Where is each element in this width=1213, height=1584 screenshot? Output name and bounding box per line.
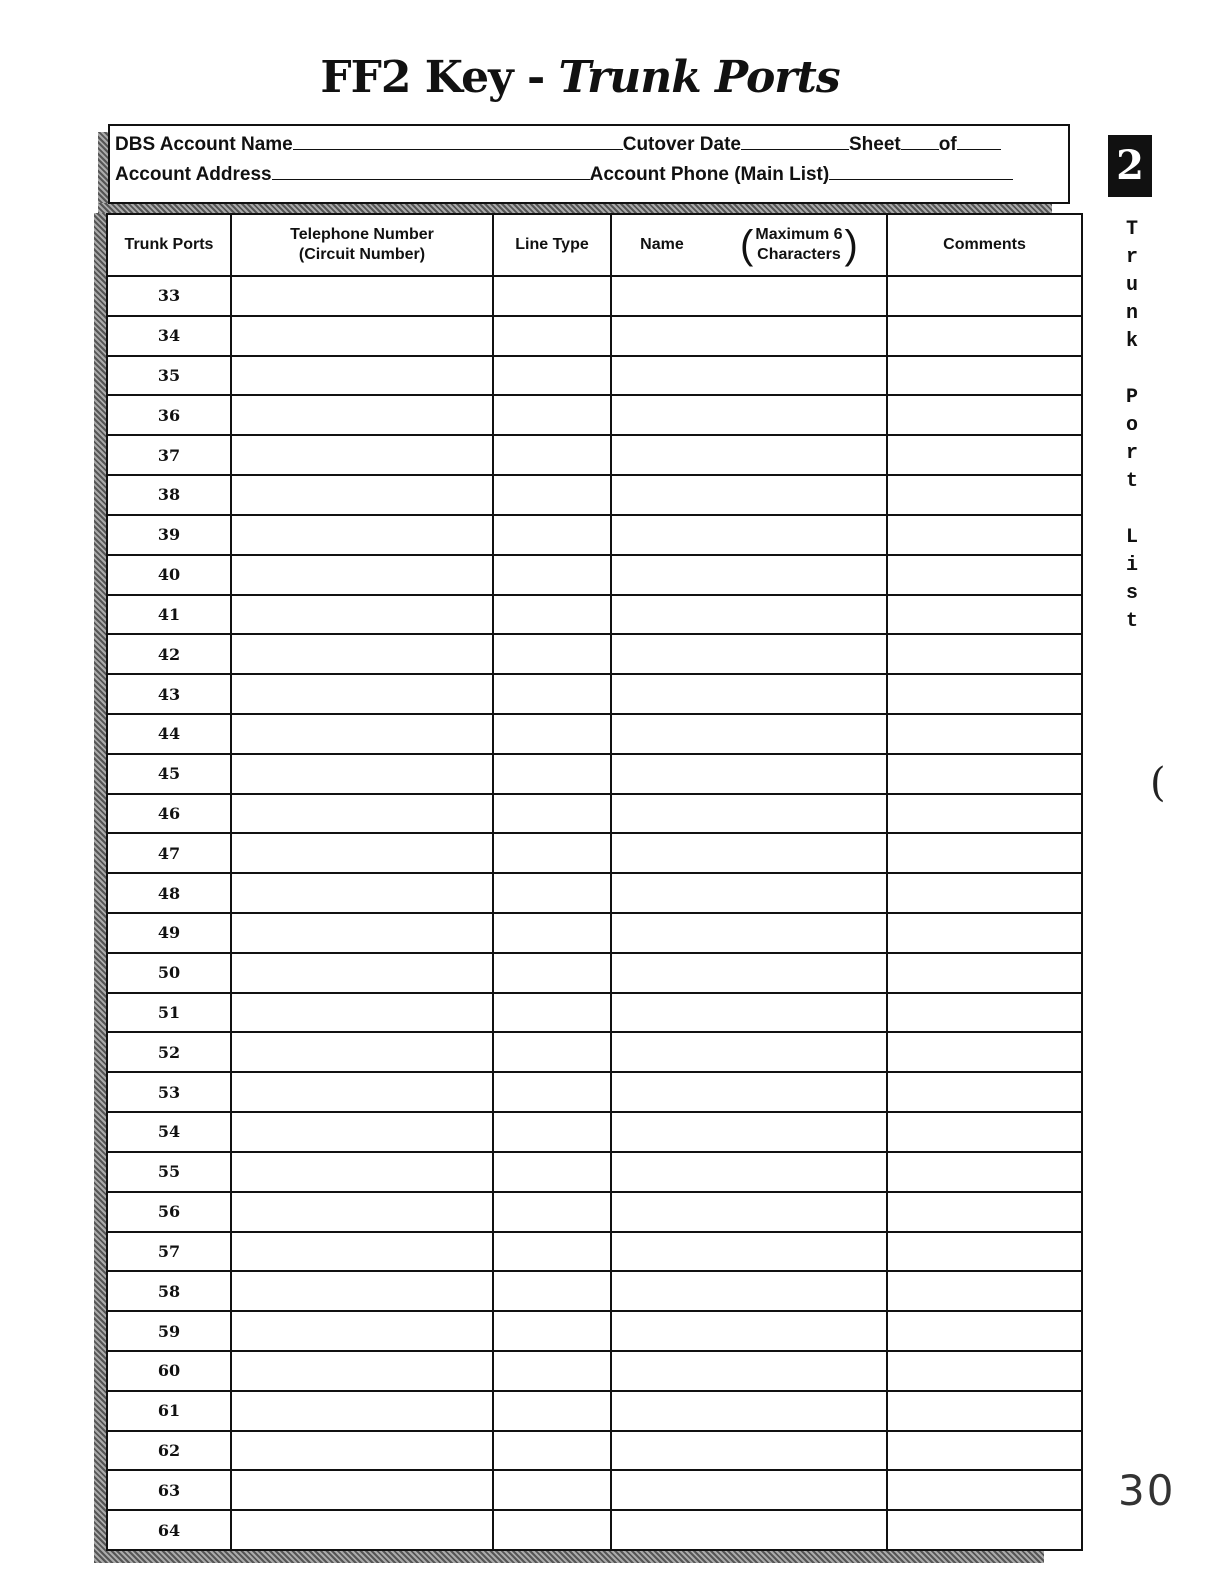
section-tab-letter: r <box>1125 442 1138 465</box>
telephone-number-cell[interactable] <box>231 1072 493 1112</box>
name-cell[interactable] <box>611 356 887 396</box>
trunk-port-number: 62 <box>107 1431 231 1471</box>
header-row-1 <box>115 134 1001 156</box>
table-shadow-bottom <box>94 1549 1044 1563</box>
section-tab-letter <box>1120 356 1144 384</box>
trunk-port-number: 48 <box>107 873 231 913</box>
comments-cell[interactable] <box>887 1271 1082 1311</box>
name-cell[interactable] <box>611 953 887 993</box>
title-part-2: Trunk Ports <box>558 52 840 103</box>
cutover-date-field[interactable] <box>741 135 849 150</box>
section-tab-label <box>1120 216 1144 636</box>
line-type-cell[interactable] <box>493 913 611 953</box>
table-row <box>107 1112 1082 1152</box>
table-row <box>107 356 1082 396</box>
margin-mark: ( <box>1150 760 1166 806</box>
section-tab-letter: r <box>1125 246 1138 269</box>
col-header-name-label: Name <box>640 236 684 253</box>
trunk-port-number: 60 <box>107 1351 231 1391</box>
col-header-line-type: Line Type <box>493 214 611 276</box>
table-row <box>107 953 1082 993</box>
cutover-date-label: Cutover Date <box>622 134 741 155</box>
trunk-ports-table <box>106 213 1083 1551</box>
name-cell[interactable] <box>611 714 887 754</box>
name-cell[interactable] <box>611 595 887 635</box>
name-cell[interactable] <box>611 435 887 475</box>
table-row <box>107 873 1082 913</box>
page-number: 30 <box>1118 1466 1176 1515</box>
table-row <box>107 674 1082 714</box>
account-header-box <box>108 124 1070 204</box>
comments-cell[interactable] <box>887 1470 1082 1510</box>
trunk-port-number: 34 <box>107 316 231 356</box>
trunk-port-number: 35 <box>107 356 231 396</box>
trunk-port-number: 59 <box>107 1311 231 1351</box>
name-cell[interactable] <box>611 833 887 873</box>
table-row <box>107 1152 1082 1192</box>
table-row <box>107 475 1082 515</box>
table-row <box>107 1470 1082 1510</box>
line-type-cell[interactable] <box>493 1431 611 1471</box>
account-name-label: DBS Account Name <box>115 134 293 155</box>
telephone-number-cell[interactable] <box>231 356 493 396</box>
table-row <box>107 1032 1082 1072</box>
col-header-trunk-ports: Trunk Ports <box>107 214 231 276</box>
line-type-cell[interactable] <box>493 1232 611 1272</box>
line-type-cell[interactable] <box>493 1271 611 1311</box>
section-tab-letter: t <box>1125 470 1138 493</box>
telephone-number-cell[interactable] <box>231 595 493 635</box>
comments-cell[interactable] <box>887 953 1082 993</box>
telephone-number-cell[interactable] <box>231 1192 493 1232</box>
name-cell[interactable] <box>611 316 887 356</box>
telephone-number-cell[interactable] <box>231 833 493 873</box>
table-row <box>107 913 1082 953</box>
line-type-cell[interactable] <box>493 1470 611 1510</box>
name-cell[interactable] <box>611 1431 887 1471</box>
col-header-telephone-line-2: (Circuit Number) <box>298 246 426 263</box>
trunk-port-number: 41 <box>107 595 231 635</box>
section-tab-letter: P <box>1125 386 1138 409</box>
name-cell[interactable] <box>611 395 887 435</box>
trunk-port-number: 52 <box>107 1032 231 1072</box>
telephone-number-cell[interactable] <box>231 395 493 435</box>
line-type-cell[interactable] <box>493 435 611 475</box>
section-tab-letter: i <box>1125 554 1138 577</box>
table-row <box>107 1351 1082 1391</box>
section-tab-letter: T <box>1125 218 1138 241</box>
name-cell[interactable] <box>611 1112 887 1152</box>
name-cell[interactable] <box>611 913 887 953</box>
line-type-cell[interactable] <box>493 1192 611 1232</box>
name-cell[interactable] <box>611 794 887 834</box>
telephone-number-cell[interactable] <box>231 1032 493 1072</box>
table-row <box>107 833 1082 873</box>
line-type-cell[interactable] <box>493 674 611 714</box>
comments-cell[interactable] <box>887 754 1082 794</box>
comments-cell[interactable] <box>887 1351 1082 1391</box>
trunk-port-number: 33 <box>107 276 231 316</box>
account-address-label: Account Address <box>115 164 272 185</box>
col-header-telephone-number <box>231 214 493 276</box>
comments-cell[interactable] <box>887 356 1082 396</box>
trunk-port-number: 46 <box>107 794 231 834</box>
table-header-row <box>107 214 1082 276</box>
table-row <box>107 634 1082 674</box>
telephone-number-cell[interactable] <box>231 794 493 834</box>
account-name-field[interactable] <box>293 135 623 150</box>
line-type-cell[interactable] <box>493 953 611 993</box>
comments-cell[interactable] <box>887 395 1082 435</box>
name-cell[interactable] <box>611 1351 887 1391</box>
sheet-field[interactable] <box>901 135 939 150</box>
table-row <box>107 595 1082 635</box>
trunk-port-number: 45 <box>107 754 231 794</box>
table-row <box>107 555 1082 595</box>
trunk-port-number: 39 <box>107 515 231 555</box>
telephone-number-cell[interactable] <box>231 714 493 754</box>
line-type-cell[interactable] <box>493 555 611 595</box>
name-cell[interactable] <box>611 515 887 555</box>
line-type-cell[interactable] <box>493 1072 611 1112</box>
line-type-cell[interactable] <box>493 515 611 555</box>
trunk-port-number: 43 <box>107 674 231 714</box>
comments-cell[interactable] <box>887 833 1082 873</box>
trunk-port-number: 54 <box>107 1112 231 1152</box>
section-tab-letter: o <box>1125 414 1138 437</box>
trunk-port-number: 55 <box>107 1152 231 1192</box>
line-type-cell[interactable] <box>493 595 611 635</box>
comments-cell[interactable] <box>887 1192 1082 1232</box>
line-type-cell[interactable] <box>493 1510 611 1550</box>
telephone-number-cell[interactable] <box>231 674 493 714</box>
account-address-field[interactable] <box>272 165 590 180</box>
telephone-number-cell[interactable] <box>231 953 493 993</box>
telephone-number-cell[interactable] <box>231 475 493 515</box>
line-type-cell[interactable] <box>493 356 611 396</box>
table-body <box>107 276 1082 1550</box>
account-phone-field[interactable] <box>829 165 1013 180</box>
comments-cell[interactable] <box>887 1072 1082 1112</box>
telephone-number-cell[interactable] <box>231 913 493 953</box>
comments-cell[interactable] <box>887 1431 1082 1471</box>
name-cell[interactable] <box>611 1032 887 1072</box>
comments-cell[interactable] <box>887 794 1082 834</box>
telephone-number-cell[interactable] <box>231 634 493 674</box>
comments-cell[interactable] <box>887 515 1082 555</box>
telephone-number-cell[interactable] <box>231 1232 493 1272</box>
line-type-cell[interactable] <box>493 1391 611 1431</box>
sheet-label: Sheet <box>848 134 901 155</box>
section-tab-letter: k <box>1125 330 1138 353</box>
of-field[interactable] <box>957 135 1001 150</box>
section-tab-letter: s <box>1125 582 1138 605</box>
comments-cell[interactable] <box>887 1152 1082 1192</box>
name-cell[interactable] <box>611 634 887 674</box>
name-cell[interactable] <box>611 1271 887 1311</box>
line-type-cell[interactable] <box>493 276 611 316</box>
trunk-port-number: 37 <box>107 435 231 475</box>
section-tab-number: 2 <box>1108 135 1152 197</box>
name-cell[interactable] <box>611 993 887 1033</box>
table-row <box>107 1510 1082 1550</box>
comments-cell[interactable] <box>887 435 1082 475</box>
telephone-number-cell[interactable] <box>231 1152 493 1192</box>
comments-cell[interactable] <box>887 555 1082 595</box>
line-type-cell[interactable] <box>493 1032 611 1072</box>
trunk-port-number: 47 <box>107 833 231 873</box>
trunk-port-number: 53 <box>107 1072 231 1112</box>
comments-cell[interactable] <box>887 1311 1082 1351</box>
section-tab-letter <box>1120 496 1144 524</box>
name-cell[interactable] <box>611 1232 887 1272</box>
table-row <box>107 794 1082 834</box>
trunk-port-number: 40 <box>107 555 231 595</box>
table-row <box>107 993 1082 1033</box>
trunk-port-number: 56 <box>107 1192 231 1232</box>
table-row <box>107 754 1082 794</box>
line-type-cell[interactable] <box>493 1112 611 1152</box>
telephone-number-cell[interactable] <box>231 1431 493 1471</box>
comments-cell[interactable] <box>887 674 1082 714</box>
trunk-port-number: 44 <box>107 714 231 754</box>
telephone-number-cell[interactable] <box>231 873 493 913</box>
trunk-port-number: 61 <box>107 1391 231 1431</box>
telephone-number-cell[interactable] <box>231 316 493 356</box>
line-type-cell[interactable] <box>493 316 611 356</box>
table-row <box>107 276 1082 316</box>
table-row <box>107 714 1082 754</box>
comments-cell[interactable] <box>887 993 1082 1033</box>
telephone-number-cell[interactable] <box>231 1391 493 1431</box>
line-type-cell[interactable] <box>493 714 611 754</box>
comments-cell[interactable] <box>887 316 1082 356</box>
trunk-port-number: 49 <box>107 913 231 953</box>
table-row <box>107 1391 1082 1431</box>
section-tab-letter: u <box>1125 274 1138 297</box>
telephone-number-cell[interactable] <box>231 555 493 595</box>
line-type-cell[interactable] <box>493 395 611 435</box>
title-part-1: FF2 Key - <box>320 52 559 103</box>
trunk-port-number: 58 <box>107 1271 231 1311</box>
name-cell[interactable] <box>611 674 887 714</box>
name-cell[interactable] <box>611 276 887 316</box>
telephone-number-cell[interactable] <box>231 1271 493 1311</box>
name-cell[interactable] <box>611 1152 887 1192</box>
line-type-cell[interactable] <box>493 1351 611 1391</box>
trunk-port-number: 63 <box>107 1470 231 1510</box>
name-cell[interactable] <box>611 1391 887 1431</box>
telephone-number-cell[interactable] <box>231 1112 493 1152</box>
comments-cell[interactable] <box>887 634 1082 674</box>
trunk-port-number: 57 <box>107 1232 231 1272</box>
line-type-cell[interactable] <box>493 833 611 873</box>
comments-cell[interactable] <box>887 1032 1082 1072</box>
table-row <box>107 1192 1082 1232</box>
table-row <box>107 515 1082 555</box>
line-type-cell[interactable] <box>493 794 611 834</box>
line-type-cell[interactable] <box>493 993 611 1033</box>
table-row <box>107 1271 1082 1311</box>
telephone-number-cell[interactable] <box>231 515 493 555</box>
telephone-number-cell[interactable] <box>231 276 493 316</box>
comments-cell[interactable] <box>887 1510 1082 1550</box>
trunk-port-number: 51 <box>107 993 231 1033</box>
comments-cell[interactable] <box>887 1391 1082 1431</box>
name-cell[interactable] <box>611 555 887 595</box>
page-title <box>0 52 1160 103</box>
col-header-telephone-line-1: Telephone Number <box>290 226 434 243</box>
line-type-cell[interactable] <box>493 1311 611 1351</box>
name-cell[interactable] <box>611 1510 887 1550</box>
trunk-port-number: 38 <box>107 475 231 515</box>
line-type-cell[interactable] <box>493 475 611 515</box>
comments-cell[interactable] <box>887 913 1082 953</box>
table-row <box>107 1072 1082 1112</box>
name-cell[interactable] <box>611 1192 887 1232</box>
table-row <box>107 1431 1082 1471</box>
telephone-number-cell[interactable] <box>231 754 493 794</box>
name-cell[interactable] <box>611 1072 887 1112</box>
comments-cell[interactable] <box>887 873 1082 913</box>
of-label: of <box>938 134 957 155</box>
trunk-port-number: 42 <box>107 634 231 674</box>
table-row <box>107 1232 1082 1272</box>
name-cell[interactable] <box>611 873 887 913</box>
comments-cell[interactable] <box>887 714 1082 754</box>
name-cell[interactable] <box>611 1470 887 1510</box>
line-type-cell[interactable] <box>493 873 611 913</box>
telephone-number-cell[interactable] <box>231 993 493 1033</box>
name-cell[interactable] <box>611 475 887 515</box>
line-type-cell[interactable] <box>493 754 611 794</box>
section-tab-letter: L <box>1125 526 1138 549</box>
section-tab-letter: t <box>1125 610 1138 633</box>
table-row <box>107 435 1082 475</box>
name-cell[interactable] <box>611 754 887 794</box>
line-type-cell[interactable] <box>493 1152 611 1192</box>
telephone-number-cell[interactable] <box>231 1510 493 1550</box>
telephone-number-cell[interactable] <box>231 1470 493 1510</box>
name-limit-line-1: Maximum 6 <box>755 226 843 243</box>
name-limit-line-2: Characters <box>757 246 841 263</box>
name-limit-note: ( Maximum 6 Characters ) <box>740 223 858 267</box>
col-header-name <box>611 214 887 276</box>
table-row <box>107 395 1082 435</box>
trunk-port-number: 64 <box>107 1510 231 1550</box>
comments-cell[interactable] <box>887 276 1082 316</box>
trunk-port-number: 50 <box>107 953 231 993</box>
section-tab-letter: n <box>1125 302 1138 325</box>
telephone-number-cell[interactable] <box>231 1311 493 1351</box>
telephone-number-cell[interactable] <box>231 1351 493 1391</box>
telephone-number-cell[interactable] <box>231 435 493 475</box>
comments-cell[interactable] <box>887 1112 1082 1152</box>
trunk-port-number: 36 <box>107 395 231 435</box>
header-row-2 <box>115 164 1013 186</box>
account-phone-label: Account Phone (Main List) <box>589 164 830 185</box>
line-type-cell[interactable] <box>493 634 611 674</box>
col-header-comments: Comments <box>887 214 1082 276</box>
table-row <box>107 316 1082 356</box>
comments-cell[interactable] <box>887 1232 1082 1272</box>
table-row <box>107 1311 1082 1351</box>
comments-cell[interactable] <box>887 595 1082 635</box>
name-cell[interactable] <box>611 1311 887 1351</box>
comments-cell[interactable] <box>887 475 1082 515</box>
